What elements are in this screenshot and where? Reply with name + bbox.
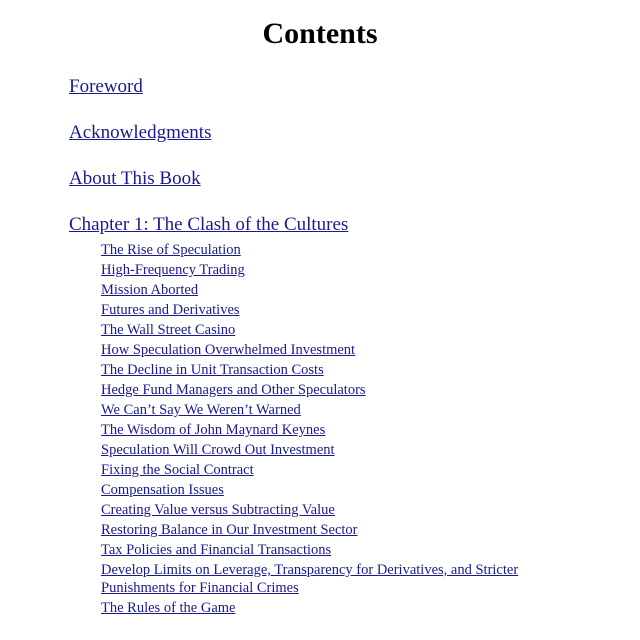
toc-section-link[interactable]: Compensation Issues bbox=[101, 482, 224, 498]
toc-section-link[interactable]: The Wisdom of John Maynard Keynes bbox=[101, 422, 326, 438]
toc-section-link[interactable]: Tax Policies and Financial Transactions bbox=[101, 542, 332, 558]
chapter-1-section-list bbox=[101, 240, 629, 618]
page-title: Contents bbox=[262, 17, 378, 50]
toc-link-chapter-1[interactable]: Chapter 1: The Clash of the Cultures bbox=[69, 214, 349, 235]
table-of-contents bbox=[69, 74, 629, 618]
toc-section-link[interactable]: Restoring Balance in Our Investment Sector bbox=[101, 522, 358, 538]
toc-section-link[interactable]: How Speculation Overwhelmed Investment bbox=[101, 342, 356, 358]
toc-section-link[interactable]: The Rules of the Game bbox=[101, 600, 236, 616]
toc-section-link[interactable]: Futures and Derivatives bbox=[101, 302, 240, 318]
toc-section-link[interactable]: Hedge Fund Managers and Other Speculators bbox=[101, 382, 366, 398]
toc-section-link[interactable]: The Wall Street Casino bbox=[101, 322, 236, 338]
toc-section-link[interactable]: The Decline in Unit Transaction Costs bbox=[101, 362, 324, 378]
toc-section-link[interactable]: Speculation Will Crowd Out Investment bbox=[101, 442, 335, 458]
toc-section-link[interactable]: Develop Limits on Leverage, Transparency for Derivatives, and Stricter Punishments for Financial Crimes bbox=[101, 562, 519, 596]
toc-section-link[interactable]: Creating Value versus Subtracting Value bbox=[101, 502, 335, 518]
toc-link-foreword[interactable]: Foreword bbox=[69, 76, 143, 97]
toc-section-link[interactable]: We Can’t Say We Weren’t Warned bbox=[101, 402, 301, 418]
toc-section-link[interactable]: Mission Aborted bbox=[101, 282, 199, 298]
toc-section-link[interactable]: Fixing the Social Contract bbox=[101, 462, 254, 478]
toc-section-link[interactable]: The Rise of Speculation bbox=[101, 242, 241, 258]
toc-link-acknowledgments[interactable]: Acknowledgments bbox=[69, 122, 212, 143]
toc-link-about-this-book[interactable]: About This Book bbox=[69, 168, 201, 189]
toc-section-link[interactable]: High-Frequency Trading bbox=[101, 262, 245, 278]
